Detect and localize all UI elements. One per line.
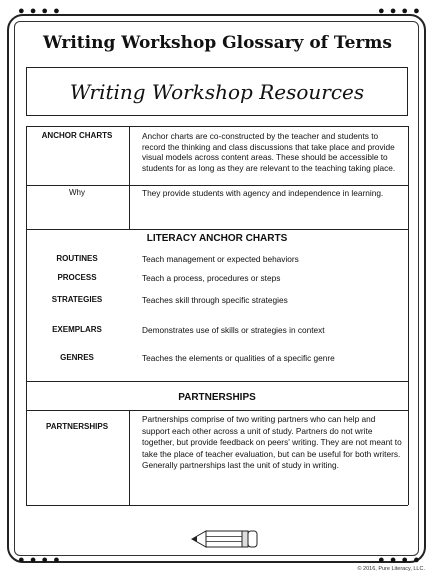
corner-dots-top-left: ● ● ● ● xyxy=(18,5,61,17)
item-desc: Teaches the elements or qualities of a specific genre xyxy=(142,353,335,363)
column-divider xyxy=(129,126,130,229)
item-label: ROUTINES xyxy=(56,254,98,263)
table-bottom-line xyxy=(26,505,408,506)
anchor-charts-desc: Anchor charts are co-constructed by the teacher and students to record the thinking and class discussions that take place and provide visual models across content areas. These should be accessible to students for as long as they are relevant to the teaching taking place. xyxy=(142,131,396,173)
divider xyxy=(26,185,408,186)
partnerships-label: PARTNERSHIPS xyxy=(45,422,109,431)
table-right-line xyxy=(408,126,409,505)
table-left-line xyxy=(26,126,27,505)
partnerships-desc: Partnerships comprise of two writing partners who can help and support each other across a unit of study. Partners do not write together, but provide feedback on peers' writing. They are not meant to take the place of teacher evaluation, but can be useful for both writers. Generally partnerships last the unit of study in writing. xyxy=(142,414,402,470)
divider xyxy=(26,381,408,382)
divider xyxy=(26,229,408,230)
why-desc: They provide students with agency and independence in learning. xyxy=(142,188,384,198)
page-title: Writing Workshop Glossary of Terms xyxy=(43,33,392,53)
banner-text: Writing Workshop Resources xyxy=(69,79,365,104)
corner-dots-bottom-right: ● ● ● ● xyxy=(378,554,421,566)
copyright-text: © 2016, Pure Literacy, LLC. xyxy=(357,566,425,572)
item-label: STRATEGIES xyxy=(51,295,103,304)
corner-dots-bottom-left: ● ● ● ● xyxy=(18,554,61,566)
partnerships-heading: PARTNERSHIPS xyxy=(178,392,256,403)
resources-banner xyxy=(26,67,408,116)
item-desc: Demonstrates use of skills or strategies in context xyxy=(142,325,325,335)
column-divider xyxy=(129,410,130,505)
literacy-heading: LITERACY ANCHOR CHARTS xyxy=(146,233,288,244)
why-label: Why xyxy=(69,188,85,197)
item-desc: Teaches skill through specific strategies xyxy=(142,295,288,305)
divider xyxy=(26,410,408,411)
corner-dots-top-right: ● ● ● ● xyxy=(378,5,421,17)
item-label: EXEMPLARS xyxy=(52,325,102,334)
item-label: GENRES xyxy=(60,353,94,362)
pencil-icon xyxy=(190,528,260,550)
item-desc: Teach management or expected behaviors xyxy=(142,254,299,264)
anchor-charts-label: ANCHOR CHARTS xyxy=(41,131,113,140)
item-desc: Teach a process, procedures or steps xyxy=(142,273,281,283)
table-top-line xyxy=(26,126,408,127)
item-label: PROCESS xyxy=(57,273,97,282)
